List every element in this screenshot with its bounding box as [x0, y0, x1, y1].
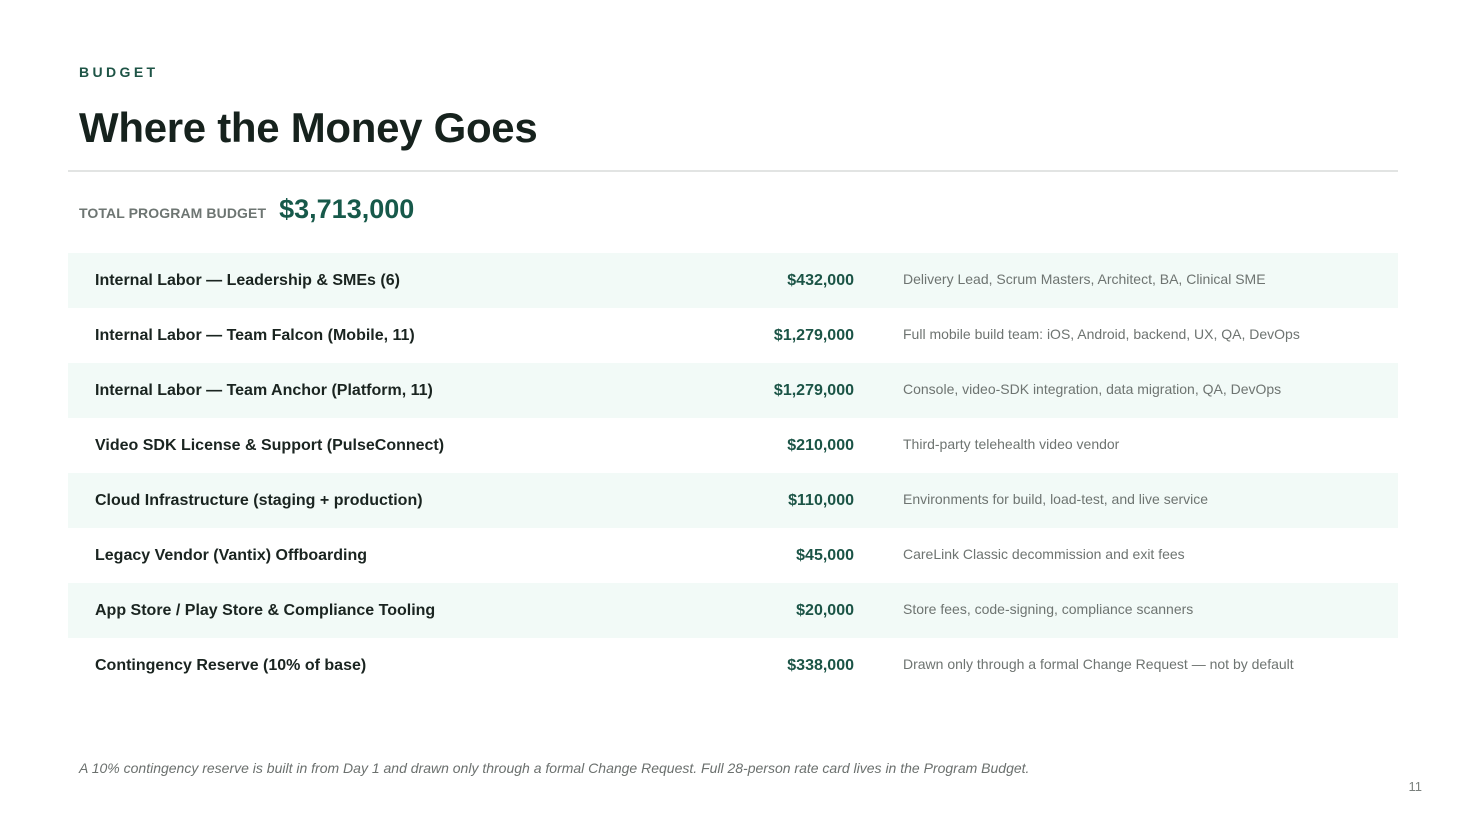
row-note: Store fees, code-signing, compliance scanners — [903, 601, 1194, 617]
table-row — [68, 473, 1398, 528]
row-amount: $20,000 — [796, 602, 854, 619]
row-note: Drawn only through a formal Change Request — not by default — [903, 656, 1294, 672]
row-amount: $1,279,000 — [773, 382, 854, 399]
row-note: Third-party telehealth video vendor — [903, 436, 1120, 452]
total-budget-label: TOTAL PROGRAM BUDGET — [79, 205, 267, 221]
row-amount: $432,000 — [787, 272, 854, 289]
row-amount: $110,000 — [788, 492, 854, 509]
row-label: Internal Labor — Leadership & SMEs (6) — [95, 272, 400, 289]
row-note: Console, video-SDK integration, data migration, QA, DevOps — [903, 381, 1282, 397]
page-number: 11 — [1408, 779, 1422, 794]
row-note: Environments for build, load-test, and live service — [903, 491, 1209, 507]
row-label: Legacy Vendor (Vantix) Offboarding — [95, 547, 368, 564]
table-row — [68, 363, 1398, 418]
row-amount: $338,000 — [787, 657, 854, 674]
row-amount: $210,000 — [787, 437, 854, 454]
eyebrow-label: BUDGET — [79, 64, 159, 80]
title-divider — [68, 170, 1398, 172]
page-title: Where the Money Goes — [79, 104, 538, 151]
table-row — [68, 253, 1398, 308]
table-row — [68, 308, 1398, 363]
row-label: Cloud Infrastructure (staging + production) — [95, 492, 423, 509]
row-label: Video SDK License & Support (PulseConnect) — [95, 437, 445, 454]
row-label: App Store / Play Store & Compliance Tooling — [95, 602, 436, 619]
row-label: Internal Labor — Team Anchor (Platform, 11) — [95, 382, 433, 399]
row-label: Internal Labor — Team Falcon (Mobile, 11) — [95, 327, 415, 344]
table-row — [68, 638, 1398, 693]
budget-table — [68, 253, 1398, 693]
table-row — [68, 418, 1398, 473]
row-amount: $1,279,000 — [773, 327, 854, 344]
total-budget-value: $3,713,000 — [279, 194, 415, 224]
row-label: Contingency Reserve (10% of base) — [95, 657, 367, 674]
row-note: Delivery Lead, Scrum Masters, Architect, BA, Clinical SME — [903, 271, 1266, 287]
footnote: A 10% contingency reserve is built in from Day 1 and drawn only through a formal Change Request. Full 28-person rate card lives in the Program Budget. — [79, 760, 1030, 776]
table-row — [68, 583, 1398, 638]
table-row — [68, 528, 1398, 583]
row-note: CareLink Classic decommission and exit fees — [903, 546, 1185, 562]
row-amount: $45,000 — [796, 547, 854, 564]
row-note: Full mobile build team: iOS, Android, backend, UX, QA, DevOps — [903, 326, 1300, 342]
total-budget — [79, 194, 414, 225]
